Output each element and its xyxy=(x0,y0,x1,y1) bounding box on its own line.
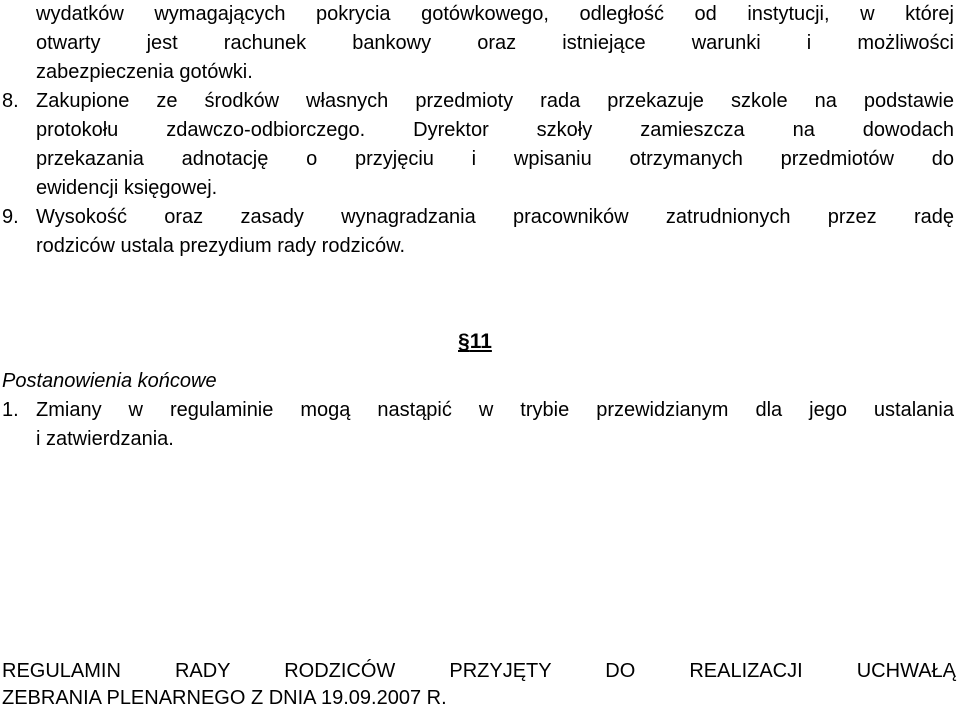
footer-line2: ZEBRANIA PLENARNEGO Z DNIA 19.09.2007 R. xyxy=(2,687,447,709)
item7-line1: wydatków wymagających pokrycia gotówkowego, odległość od instytucji, w której xyxy=(36,3,954,25)
item9-line1: Wysokość oraz zasady wynagradzania pracowników zatrudnionych przez radę xyxy=(36,206,954,228)
section-title: Postanowienia końcowe xyxy=(2,370,217,392)
s11-item1-line1: Zmiany w regulaminie mogą nastąpić w trybie przewidzianym dla jego ustalania xyxy=(36,399,954,421)
item7-line3: zabezpieczenia gotówki. xyxy=(36,61,253,83)
item9-line2: rodziców ustala prezydium rady rodziców. xyxy=(36,235,406,257)
item8-line4: ewidencji księgowej. xyxy=(36,177,218,199)
item9-number: 9. xyxy=(2,206,19,228)
s11-item1-line2: i zatwierdzania. xyxy=(36,428,174,450)
item8-line3: przekazania adnotację o przyjęciu i wpisaniu otrzymanych przedmiotów do xyxy=(36,148,954,170)
section-number: 11 xyxy=(469,330,492,353)
footer-line1: REGULAMIN RADY RODZICÓW PRZYJĘTY DO REALIZACJI UCHWAŁĄ xyxy=(2,660,956,682)
item8-line2: protokołu zdawczo-odbiorczego. Dyrektor szkoły zamieszcza na dowodach xyxy=(36,119,954,141)
section-sign: § xyxy=(458,330,470,353)
s11-item1-number: 1. xyxy=(2,399,19,421)
section-heading xyxy=(458,330,492,354)
item7-line2: otwarty jest rachunek bankowy oraz istniejące warunki i możliwości xyxy=(36,32,954,54)
item8-line1: Zakupione ze środków własnych przedmioty rada przekazuje szkole na podstawie xyxy=(36,90,954,112)
item8-number: 8. xyxy=(2,90,19,112)
